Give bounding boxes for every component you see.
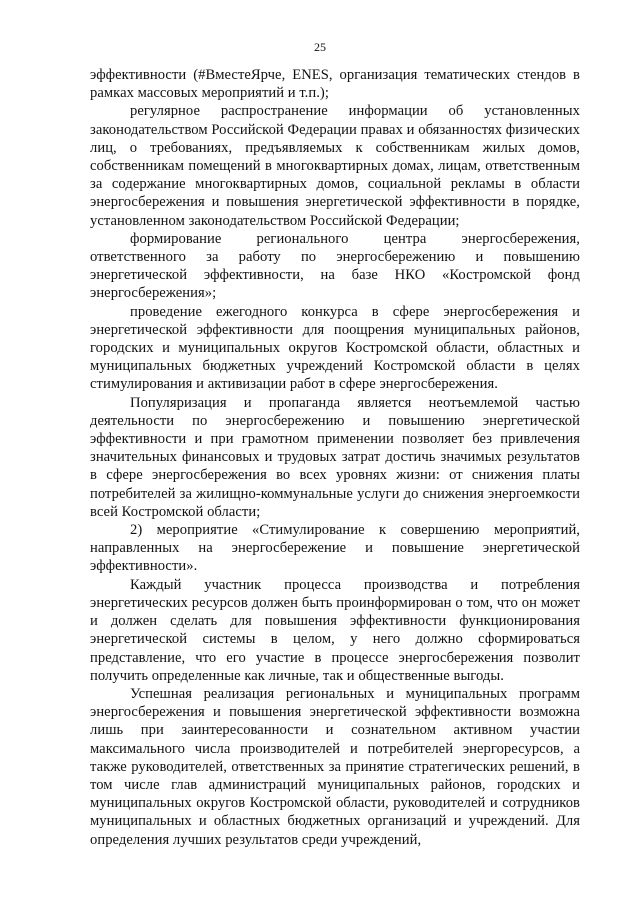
document-body bbox=[90, 66, 580, 849]
paragraph: формирование регионального центра энергосбережения, ответственного за работу по энергосбережению и повышению энергетической эффективности, на базе НКО «Костромской фонд энергосбережения»; bbox=[90, 230, 580, 302]
paragraph: Популяризация и пропаганда является неотъемлемой частью деятельности по энергосбережению и повышению энергетической эффективности и при грамотном применении позволяет без привлечения значительных финансовых и трудовых затрат достичь значимых результатов в сфере энергосбережения во всех уровнях жизни: от снижения платы потребителей за жилищно-коммунальные услуги до снижения энергоемкости всей Костромской области; bbox=[90, 394, 580, 520]
paragraph: проведение ежегодного конкурса в сфере энергосбережения и энергетической эффективности для поощрения муниципальных районов, городских и муниципальных округов Костромской области, областных и муниципальных бюджетных учреждений Костромской области в целях стимулирования и активизации работ в сфере энергосбережения. bbox=[90, 303, 580, 393]
paragraph: 2) мероприятие «Стимулирование к совершению мероприятий, направленных на энергосбережение и повышение энергетической эффективности». bbox=[90, 522, 580, 575]
page-number: 25 bbox=[314, 40, 326, 54]
paragraph-continuation: эффективности (#ВместеЯрче, ENES, организация тематических стендов в рамках массовых мероприятий и т.п.); bbox=[90, 67, 580, 102]
paragraph: Успешная реализация региональных и муниципальных программ энергосбережения и повышения энергетической эффективности возможна лишь при заинтересованности и сознательном активном участии максимального числа производителей и потребителей энергоресурсов, а также руководителей, ответственных за принятие стратегических решений, в том числе глав администраций муниципальных районов, городских и муниципальных округов Костромской области, руководителей и сотрудников муниципальных и областных бюджетных организаций и учреждений. Для определения лучших результатов среди учреждений, bbox=[90, 685, 580, 848]
paragraph: регулярное распространение информации об установленных законодательством Российской Федерации правах и обязанностях физических лиц, о требованиях, предъявляемых к собственникам жилых домов, собственникам помещений в многоквартирных домах, лицам, ответственным за содержание многоквартирных домов, социальной рекламы в области энергосбережения и повышения энергетической эффективности в порядке, установленном законодательством Российской Федерации; bbox=[90, 103, 580, 229]
paragraph: Каждый участник процесса производства и потребления энергетических ресурсов должен быть проинформирован о том, что он может и должен сделать для повышения эффективности функционирования энергетической системы в целом, у него должно сформироваться представление, что его участие в процессе энергосбережения позволит получить определенные как личные, так и общественные выгоды. bbox=[90, 576, 580, 684]
